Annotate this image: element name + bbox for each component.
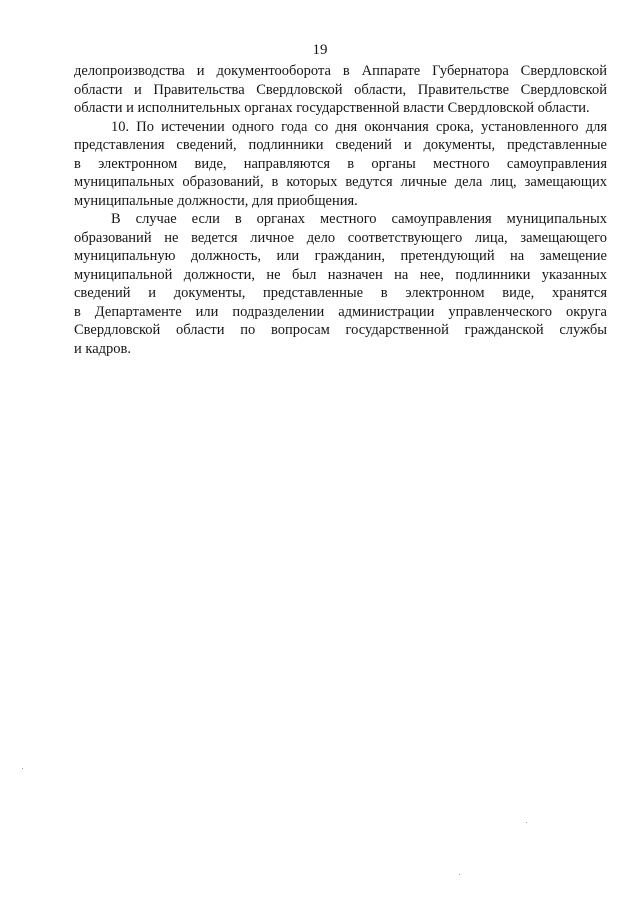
text-line: и кадров. xyxy=(74,340,131,357)
text-line: области и исполнительных органах государственной власти Свердловской области. xyxy=(74,100,590,116)
text-line: муниципальной должности, не был назначен на нее, подлинники указанных xyxy=(74,266,607,283)
text-line: представления сведений, подлинники сведений и документы, представленные xyxy=(74,137,607,153)
paragraph-item-10 xyxy=(74,118,607,211)
paragraph-continuation xyxy=(74,62,607,118)
text-line: сведений и документы, представленные в электронном виде, хранятся xyxy=(74,285,607,301)
text-line: муниципальных образований, в которых ведутся личные дела лиц, замещающих xyxy=(74,174,607,190)
scan-speck xyxy=(22,768,23,769)
text-line: образований не ведется личное дело соответствующего лица, замещающего xyxy=(74,229,607,246)
scan-speck xyxy=(526,822,527,823)
scan-speck xyxy=(459,874,460,875)
paragraph-case xyxy=(74,210,607,358)
text-line: в электронном виде, направляются в органы местного самоуправления xyxy=(74,155,607,172)
text-line: в Департаменте или подразделении администрации управленческого округа xyxy=(74,303,607,320)
page-number: 19 xyxy=(312,42,328,58)
text-line: муниципальные должности, для приобщения. xyxy=(74,192,358,209)
text-line: муниципальную должность, или гражданин, претендующий на замещение xyxy=(74,248,607,264)
text-line: 10. По истечении одного года со дня окончания срока, установленного для xyxy=(111,118,607,135)
text-line: области и Правительства Свердловской области, Правительстве Свердловской xyxy=(74,81,607,98)
text-line: В случае если в органах местного самоуправления муниципальных xyxy=(111,211,607,227)
text-line: делопроизводства и документооборота в Аппарате Губернатора Свердловской xyxy=(74,63,607,79)
document-body xyxy=(74,62,607,358)
text-line: Свердловской области по вопросам государственной гражданской службы xyxy=(74,322,607,338)
